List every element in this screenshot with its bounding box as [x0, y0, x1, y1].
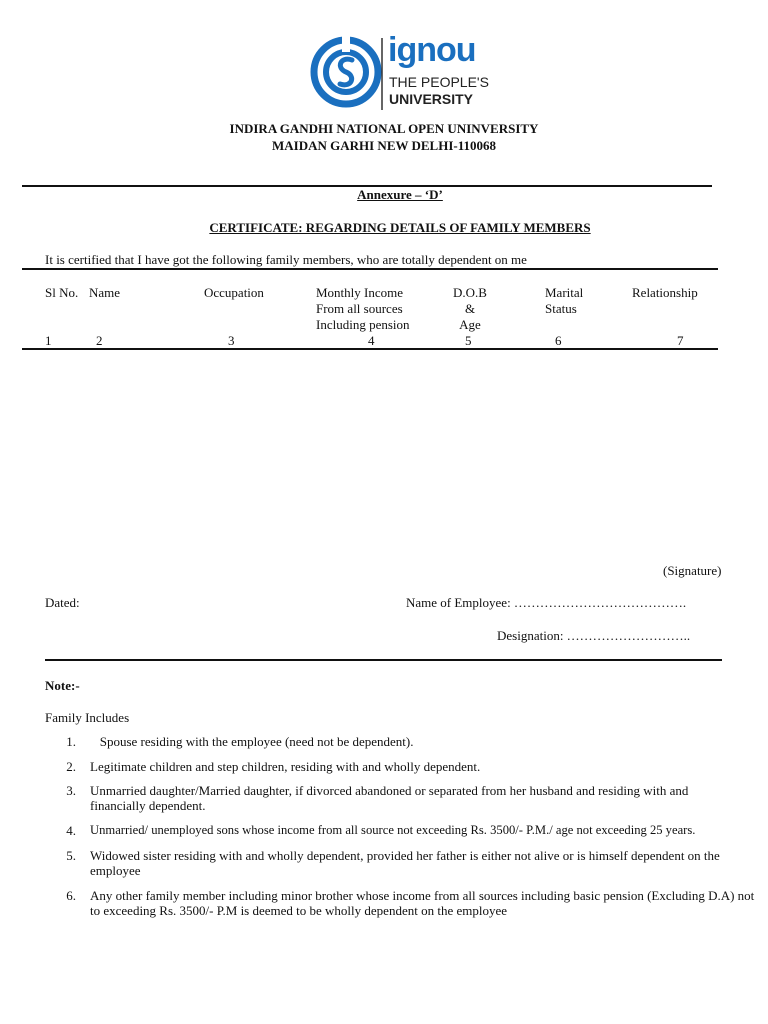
- list-item-text: Legitimate children and step children, residing with and wholly dependent.: [90, 759, 481, 774]
- list-item-number: 3.: [66, 783, 76, 798]
- col-number-6: 6: [555, 333, 562, 348]
- list-item-number: 4.: [66, 823, 76, 838]
- table-bottom-rule: [22, 348, 718, 350]
- university-address: MAIDAN GARHI NEW DELHI-110068: [271, 138, 497, 153]
- logo-tagline-line2: UNIVERSITY: [389, 91, 474, 107]
- col-number-4: 4: [368, 333, 375, 348]
- list-item-text: Any other family member including minor brother whose income from all sources including basic pension (Excluding D.A) not to exceeding Rs. 3500/- P.M is deemed to be wholly dependent on the employee: [90, 888, 755, 918]
- dated-label: Dated:: [45, 595, 80, 610]
- note-divider: [45, 659, 722, 661]
- list-item-number: 2.: [66, 759, 76, 774]
- list-item-number: 6.: [66, 888, 76, 903]
- list-item-text: Widowed sister residing with and wholly dependent, provided her father is either not alive or is himself dependent on the employee: [90, 848, 720, 878]
- col-header-relationship: Relationship: [632, 285, 698, 300]
- list-item-text: Spouse residing with the employee (need not be dependent).: [90, 734, 414, 749]
- designation-field: Designation: ………………………..: [497, 628, 691, 643]
- col-header-marital-status: Marital Status: [545, 285, 584, 316]
- col-header-dob-age: D.O.B & Age: [453, 285, 487, 332]
- logo-brand-text: ignou: [388, 31, 476, 69]
- col-number-1: 1: [45, 333, 52, 348]
- col-number-5: 5: [465, 333, 472, 348]
- logo-tagline-line1: THE PEOPLE'S: [389, 74, 489, 90]
- certification-statement: It is certified that I have got the following family members, who are totally dependent on me: [45, 252, 527, 267]
- col-header-name: Name: [89, 285, 121, 300]
- note-intro: Family Includes: [45, 710, 130, 725]
- employee-name-field: Name of Employee: ………………………………….: [406, 595, 687, 610]
- list-item-number: 5.: [66, 848, 76, 863]
- col-header-sl-no: Sl No.: [45, 285, 79, 300]
- annexure-label: Annexure – ‘D’: [357, 187, 443, 202]
- certificate-title: CERTIFICATE: REGARDING DETAILS OF FAMILY MEMBERS: [209, 220, 591, 235]
- note-heading: Note:-: [45, 678, 80, 693]
- university-name: INDIRA GANDHI NATIONAL OPEN UNINVERSITY: [229, 121, 539, 136]
- table-top-rule: [22, 268, 718, 270]
- list-item-text: Unmarried daughter/Married daughter, if divorced abandoned or separated from her husband and residing with and financially dependent.: [90, 783, 689, 813]
- signature-label: (Signature): [663, 563, 722, 578]
- col-number-2: 2: [96, 333, 103, 348]
- col-header-occupation: Occupation: [204, 285, 264, 300]
- col-header-monthly-income: Monthly Income From all sources Including pension: [316, 285, 410, 332]
- col-number-7: 7: [677, 333, 684, 348]
- col-number-3: 3: [228, 333, 235, 348]
- list-item-number: 1.: [66, 734, 76, 749]
- list-item-text: Unmarried/ unemployed sons whose income from all source not exceeding Rs. 3500/- P.M./ age not exceeding 25 years.: [90, 823, 696, 837]
